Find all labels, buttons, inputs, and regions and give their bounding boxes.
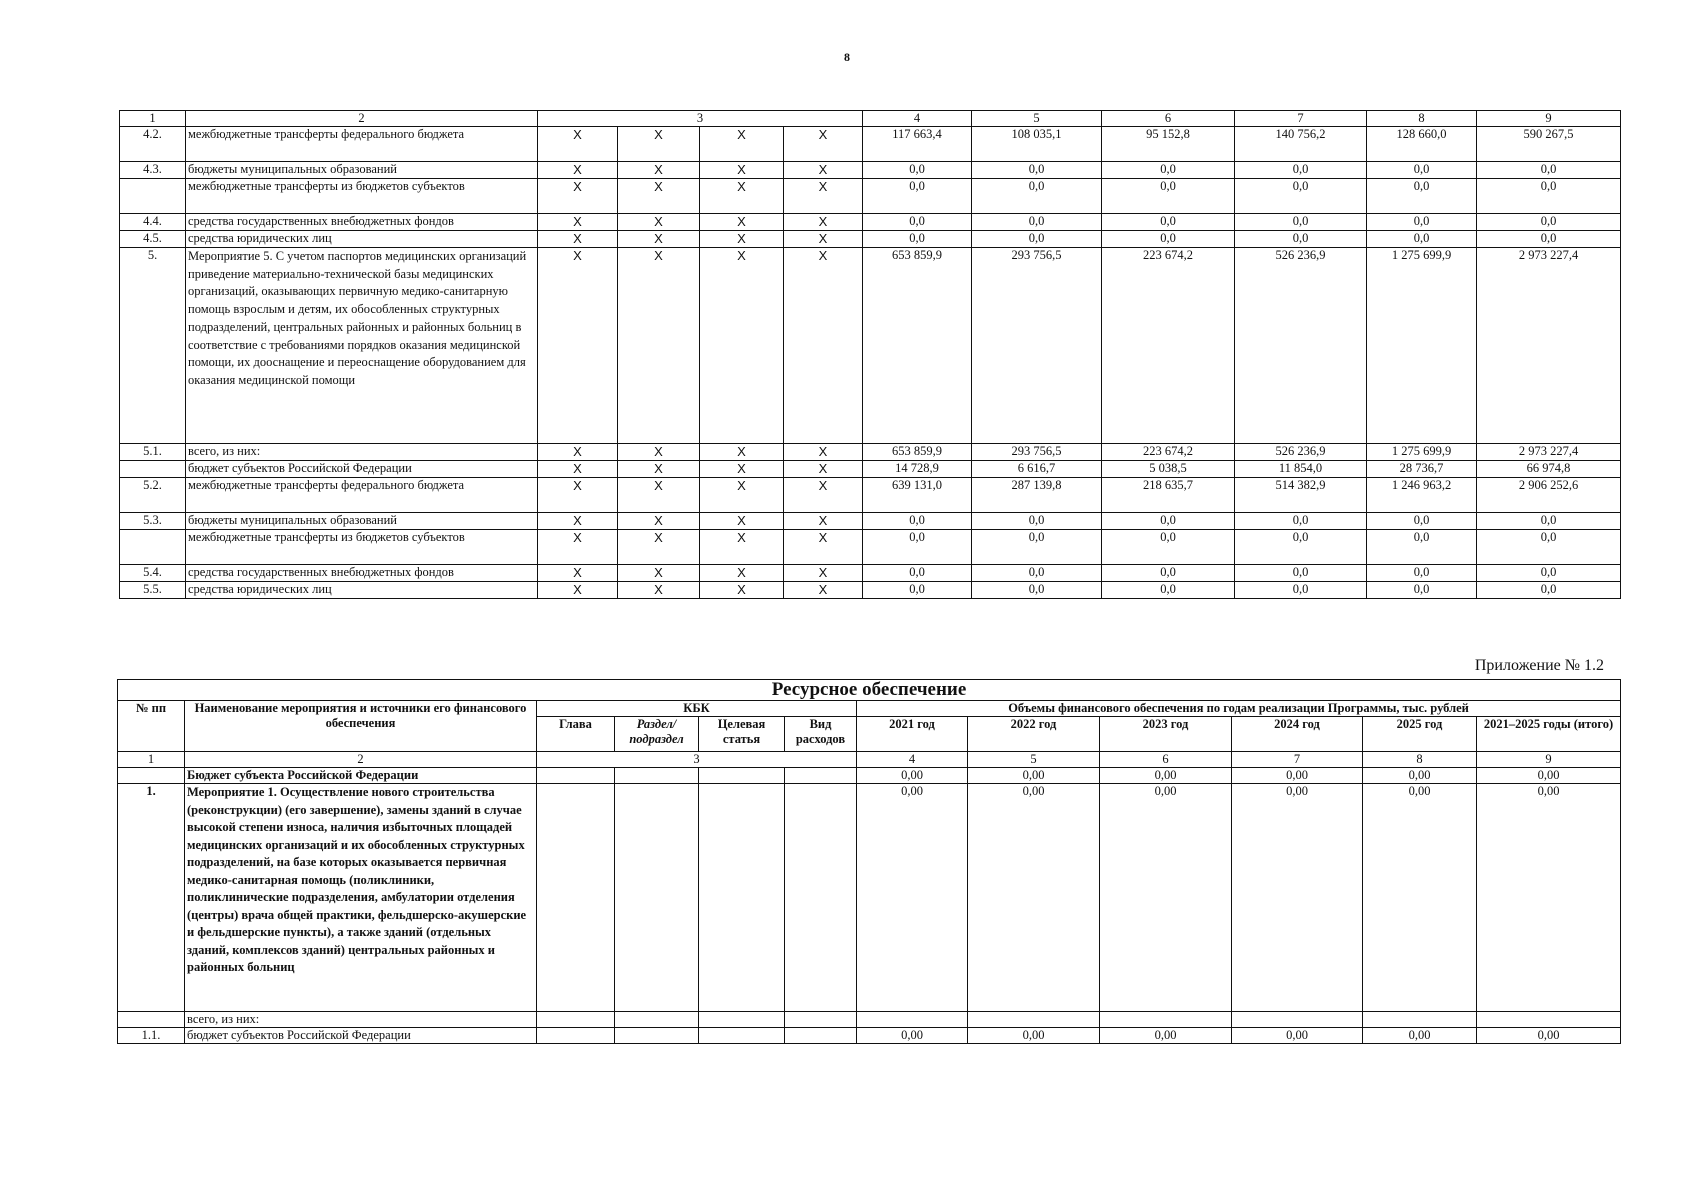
row-number: 4.2. xyxy=(120,127,186,162)
value-cell: 0,0 xyxy=(1235,513,1367,530)
kbk-x-cell: X xyxy=(784,461,863,478)
row-name: всего, из них: xyxy=(186,444,538,461)
kbk-x-cell: X xyxy=(784,231,863,248)
table-row xyxy=(120,231,1621,248)
year-header: 2021 год xyxy=(857,717,968,752)
kbk-x-cell: X xyxy=(538,127,618,162)
value-cell: 0,0 xyxy=(1477,530,1621,565)
numbering-cell: 3 xyxy=(537,752,857,768)
value-cell: 526 236,9 xyxy=(1235,248,1367,444)
value-cell: 1 275 699,9 xyxy=(1367,248,1477,444)
numbering-cell: 7 xyxy=(1235,111,1367,127)
row-name: Мероприятие 1. Осуществление нового строительства (реконструкции) (его завершение), замены зданий в случае высокой степени износа, наличия избыточных площадей медицинских организаций и их обособленных структурных подразделений, на базе которых оказывается первичная медико-санитарная помощь (поликлиники, поликлинические подразделения, амбулатории отделения (центры) врача общей практики, фельдшерско-акушерские и фельдшерские пункты), а также зданий (отдельных зданий, комплексов зданий) центральных районных и районных больниц xyxy=(185,784,537,1012)
value-cell: 0,0 xyxy=(972,513,1102,530)
row-name: Мероприятие 5. С учетом паспортов медицинских организаций приведение материально-технической базы медицинских организаций, оказывающих первичную медико-санитарную помощь взрослым и детям, их обособленных структурных подразделений, центральных районных и районных больниц в соответствие с требованиями порядков оказания медицинской помощи, их дооснащение и переоснащение оборудованием для оказания медицинской помощи xyxy=(186,248,538,444)
value-cell: 0,00 xyxy=(857,784,968,1012)
kbk-x-cell: X xyxy=(538,231,618,248)
value-cell: 0,0 xyxy=(972,162,1102,179)
value-cell: 28 736,7 xyxy=(1367,461,1477,478)
kbk-x-cell: X xyxy=(538,214,618,231)
kbk-x-cell: X xyxy=(700,565,784,582)
kbk-x-cell: X xyxy=(700,214,784,231)
value-cell: 2 973 227,4 xyxy=(1477,444,1621,461)
row-number: 5.4. xyxy=(120,565,186,582)
value-cell: 66 974,8 xyxy=(1477,461,1621,478)
row-name: бюджеты муниципальных образований xyxy=(186,513,538,530)
value-cell: 218 635,7 xyxy=(1102,478,1235,513)
page-number: 8 xyxy=(844,50,850,64)
numbering-cell: 1 xyxy=(118,752,185,768)
row-number xyxy=(120,461,186,478)
numbering-cell: 5 xyxy=(972,111,1102,127)
value-cell: 0,0 xyxy=(1477,162,1621,179)
kbk-x-cell: X xyxy=(618,248,700,444)
kbk-x-cell: X xyxy=(700,461,784,478)
value-cell: 0,00 xyxy=(1477,768,1621,784)
value-cell: 108 035,1 xyxy=(972,127,1102,162)
row-name: межбюджетные трансферты из бюджетов субъектов xyxy=(186,530,538,565)
kbk-x-cell: X xyxy=(538,565,618,582)
kbk-x-cell: X xyxy=(618,231,700,248)
value-cell: 287 139,8 xyxy=(972,478,1102,513)
col-name-header: Наименование мероприятия и источники его финансового обеспечения xyxy=(185,701,537,752)
table-row xyxy=(120,478,1621,513)
numbering-cell: 5 xyxy=(968,752,1100,768)
value-cell: 0,0 xyxy=(863,513,972,530)
value-cell: 0,0 xyxy=(1477,565,1621,582)
kbk-x-cell: X xyxy=(538,444,618,461)
value-cell: 639 131,0 xyxy=(863,478,972,513)
row-number: 5. xyxy=(120,248,186,444)
value-cell: 0,0 xyxy=(1102,565,1235,582)
value-cell: 0,0 xyxy=(1102,582,1235,599)
row-name: бюджет субъектов Российской Федерации xyxy=(185,1028,537,1044)
value-cell: 0,0 xyxy=(1102,530,1235,565)
value-cell: 526 236,9 xyxy=(1235,444,1367,461)
value-cell: 0,0 xyxy=(1235,530,1367,565)
value-cell: 0,0 xyxy=(1367,582,1477,599)
table-row xyxy=(120,248,1621,444)
value-cell: 0,0 xyxy=(863,582,972,599)
value-cell: 0,0 xyxy=(972,530,1102,565)
value-cell: 0,00 xyxy=(1232,784,1363,1012)
value-cell: 1 246 963,2 xyxy=(1367,478,1477,513)
year-header: 2025 год xyxy=(1363,717,1477,752)
value-cell: 0,0 xyxy=(1367,565,1477,582)
kbk-x-cell: X xyxy=(700,231,784,248)
table-row xyxy=(118,1012,1621,1028)
value-cell: 0,0 xyxy=(863,214,972,231)
kbk-x-cell: X xyxy=(618,179,700,214)
numbering-cell: 1 xyxy=(120,111,186,127)
kbk-x-cell: X xyxy=(618,214,700,231)
value-cell: 0,00 xyxy=(968,784,1100,1012)
year-header: 2022 год xyxy=(968,717,1100,752)
table-row xyxy=(120,214,1621,231)
value-cell: 0,0 xyxy=(1367,179,1477,214)
kbk-x-cell: X xyxy=(700,444,784,461)
row-number: 4.5. xyxy=(120,231,186,248)
value-cell: 0,0 xyxy=(1235,179,1367,214)
row-name: средства юридических лиц xyxy=(186,582,538,599)
value-cell: 0,0 xyxy=(1367,214,1477,231)
value-cell: 0,0 xyxy=(972,231,1102,248)
kbk-x-cell: X xyxy=(784,214,863,231)
row-number: 1.1. xyxy=(118,1028,185,1044)
value-cell: 0,0 xyxy=(1235,214,1367,231)
kbk-x-cell: X xyxy=(700,248,784,444)
kbk-col-header: Раздел/ подраздел xyxy=(615,717,699,752)
value-cell: 0,0 xyxy=(1367,231,1477,248)
value-cell: 653 859,9 xyxy=(863,248,972,444)
kbk-col-header: Целевая статья xyxy=(699,717,785,752)
kbk-col-header: Глава xyxy=(537,717,615,752)
value-cell: 590 267,5 xyxy=(1477,127,1621,162)
value-cell: 0,00 xyxy=(1363,1028,1477,1044)
kbk-x-cell: X xyxy=(700,478,784,513)
kbk-x-cell: X xyxy=(784,513,863,530)
value-cell: 0,00 xyxy=(1363,768,1477,784)
kbk-x-cell: X xyxy=(700,162,784,179)
value-cell: 514 382,9 xyxy=(1235,478,1367,513)
numbering-row xyxy=(120,111,1621,127)
row-name: средства юридических лиц xyxy=(186,231,538,248)
kbk-x-cell: X xyxy=(784,582,863,599)
row-number xyxy=(120,530,186,565)
row-name: бюджеты муниципальных образований xyxy=(186,162,538,179)
kbk-x-cell: X xyxy=(538,248,618,444)
row-name: Бюджет субъекта Российской Федерации xyxy=(185,768,537,784)
value-cell: 293 756,5 xyxy=(972,248,1102,444)
kbk-x-cell: X xyxy=(784,444,863,461)
value-cell: 0,00 xyxy=(1100,768,1232,784)
table-row xyxy=(118,768,1621,784)
kbk-x-cell: X xyxy=(538,162,618,179)
row-number xyxy=(120,179,186,214)
row-number: 5.1. xyxy=(120,444,186,461)
resource-provision-table xyxy=(117,679,1621,1044)
value-cell: 0,00 xyxy=(1477,1028,1621,1044)
numbering-cell: 8 xyxy=(1367,111,1477,127)
value-cell: 14 728,9 xyxy=(863,461,972,478)
numbering-cell: 3 xyxy=(538,111,863,127)
kbk-header: КБК xyxy=(537,701,857,717)
kbk-x-cell: X xyxy=(784,162,863,179)
kbk-x-cell: X xyxy=(618,444,700,461)
numbering-cell: 9 xyxy=(1477,752,1621,768)
numbering-cell: 7 xyxy=(1232,752,1363,768)
numbering-cell: 4 xyxy=(863,111,972,127)
value-cell: 0,00 xyxy=(1232,768,1363,784)
kbk-x-cell: X xyxy=(700,127,784,162)
value-cell: 0,0 xyxy=(1367,162,1477,179)
value-cell: 2 906 252,6 xyxy=(1477,478,1621,513)
value-cell: 0,0 xyxy=(1367,530,1477,565)
table-row xyxy=(118,784,1621,1012)
value-cell: 223 674,2 xyxy=(1102,248,1235,444)
year-header: 2023 год xyxy=(1100,717,1232,752)
year-header: 2021–2025 годы (итого) xyxy=(1477,717,1621,752)
kbk-x-cell: X xyxy=(618,127,700,162)
appendix-label: Приложение № 1.2 xyxy=(1474,657,1604,674)
value-cell: 5 038,5 xyxy=(1102,461,1235,478)
row-name: межбюджетные трансферты федерального бюджета xyxy=(186,127,538,162)
value-cell: 0,0 xyxy=(1102,214,1235,231)
volumes-header: Объемы финансового обеспечения по годам реализации Программы, тыс. рублей xyxy=(857,701,1621,717)
table-row xyxy=(120,513,1621,530)
numbering-cell: 4 xyxy=(857,752,968,768)
row-number: 1. xyxy=(118,784,185,1012)
row-number: 5.5. xyxy=(120,582,186,599)
kbk-x-cell: X xyxy=(784,127,863,162)
value-cell: 95 152,8 xyxy=(1102,127,1235,162)
kbk-x-cell: X xyxy=(784,248,863,444)
value-cell: 128 660,0 xyxy=(1367,127,1477,162)
value-cell: 0,0 xyxy=(1367,513,1477,530)
value-cell: 11 854,0 xyxy=(1235,461,1367,478)
row-number: 4.3. xyxy=(120,162,186,179)
numbering-cell: 2 xyxy=(186,111,538,127)
value-cell: 0,0 xyxy=(1477,214,1621,231)
value-cell: 0,00 xyxy=(1232,1028,1363,1044)
value-cell: 0,00 xyxy=(1100,784,1232,1012)
year-header: 2024 год xyxy=(1232,717,1363,752)
kbk-x-cell: X xyxy=(618,513,700,530)
kbk-x-cell: X xyxy=(618,478,700,513)
row-name: бюджет субъектов Российской Федерации xyxy=(186,461,538,478)
numbering-row xyxy=(118,752,1621,768)
kbk-x-cell: X xyxy=(618,162,700,179)
value-cell: 0,0 xyxy=(1235,231,1367,248)
value-cell: 0,00 xyxy=(1100,1028,1232,1044)
value-cell: 0,0 xyxy=(1235,582,1367,599)
table-row xyxy=(120,444,1621,461)
value-cell: 653 859,9 xyxy=(863,444,972,461)
numbering-cell: 6 xyxy=(1102,111,1235,127)
col-number-header: № пп xyxy=(118,701,185,752)
value-cell: 0,0 xyxy=(1102,231,1235,248)
kbk-x-cell: X xyxy=(618,582,700,599)
value-cell: 0,0 xyxy=(1102,513,1235,530)
table-row xyxy=(120,582,1621,599)
numbering-cell: 9 xyxy=(1477,111,1621,127)
kbk-x-cell: X xyxy=(700,582,784,599)
value-cell: 0,00 xyxy=(1477,784,1621,1012)
value-cell: 0,0 xyxy=(863,179,972,214)
kbk-x-cell: X xyxy=(784,565,863,582)
value-cell: 0,0 xyxy=(863,565,972,582)
table-row xyxy=(120,530,1621,565)
value-cell: 0,0 xyxy=(1477,513,1621,530)
numbering-cell: 6 xyxy=(1100,752,1232,768)
value-cell: 0,0 xyxy=(1477,179,1621,214)
kbk-x-cell: X xyxy=(784,478,863,513)
value-cell: 0,0 xyxy=(863,530,972,565)
value-cell: 0,00 xyxy=(1363,784,1477,1012)
value-cell: 0,0 xyxy=(1235,162,1367,179)
value-cell: 0,0 xyxy=(972,565,1102,582)
value-cell: 0,00 xyxy=(968,1028,1100,1044)
value-cell: 0,0 xyxy=(972,214,1102,231)
value-cell: 0,0 xyxy=(1102,162,1235,179)
row-number: 5.2. xyxy=(120,478,186,513)
kbk-col-header: Вид расходов xyxy=(785,717,857,752)
table-row xyxy=(120,179,1621,214)
value-cell: 0,0 xyxy=(1102,179,1235,214)
row-name: средства государственных внебюджетных фондов xyxy=(186,214,538,231)
kbk-x-cell: X xyxy=(538,461,618,478)
value-cell: 0,0 xyxy=(972,179,1102,214)
row-name: межбюджетные трансферты из бюджетов субъектов xyxy=(186,179,538,214)
value-cell: 2 973 227,4 xyxy=(1477,248,1621,444)
row-name: межбюджетные трансферты федерального бюджета xyxy=(186,478,538,513)
kbk-x-cell: X xyxy=(538,530,618,565)
table-row xyxy=(120,565,1621,582)
value-cell: 0,00 xyxy=(968,768,1100,784)
value-cell: 0,0 xyxy=(1477,582,1621,599)
value-cell: 117 663,4 xyxy=(863,127,972,162)
kbk-x-cell: X xyxy=(700,179,784,214)
table-row xyxy=(120,461,1621,478)
kbk-x-cell: X xyxy=(618,461,700,478)
numbering-cell: 2 xyxy=(185,752,537,768)
kbk-x-cell: X xyxy=(538,582,618,599)
kbk-x-cell: X xyxy=(700,513,784,530)
kbk-x-cell: X xyxy=(784,179,863,214)
row-name: всего, из них: xyxy=(185,1012,537,1028)
value-cell: 0,0 xyxy=(1235,565,1367,582)
kbk-x-cell: X xyxy=(618,530,700,565)
kbk-x-cell: X xyxy=(538,478,618,513)
row-number: 4.4. xyxy=(120,214,186,231)
value-cell: 0,0 xyxy=(1477,231,1621,248)
row-number: 5.3. xyxy=(120,513,186,530)
value-cell: 223 674,2 xyxy=(1102,444,1235,461)
value-cell: 140 756,2 xyxy=(1235,127,1367,162)
value-cell: 0,0 xyxy=(972,582,1102,599)
row-name: средства государственных внебюджетных фондов xyxy=(186,565,538,582)
table-row xyxy=(120,127,1621,162)
kbk-x-cell: X xyxy=(538,513,618,530)
value-cell: 0,00 xyxy=(857,768,968,784)
kbk-x-cell: X xyxy=(538,179,618,214)
table-row xyxy=(118,1028,1621,1044)
table-title: Ресурсное обеспечение xyxy=(118,680,1621,701)
value-cell: 1 275 699,9 xyxy=(1367,444,1477,461)
value-cell: 6 616,7 xyxy=(972,461,1102,478)
value-cell: 0,00 xyxy=(857,1028,968,1044)
funding-table-continued xyxy=(119,110,1621,599)
kbk-x-cell: X xyxy=(618,565,700,582)
value-cell: 0,0 xyxy=(863,231,972,248)
kbk-x-cell: X xyxy=(700,530,784,565)
value-cell: 293 756,5 xyxy=(972,444,1102,461)
table-row xyxy=(120,162,1621,179)
kbk-x-cell: X xyxy=(784,530,863,565)
value-cell: 0,0 xyxy=(863,162,972,179)
numbering-cell: 8 xyxy=(1363,752,1477,768)
